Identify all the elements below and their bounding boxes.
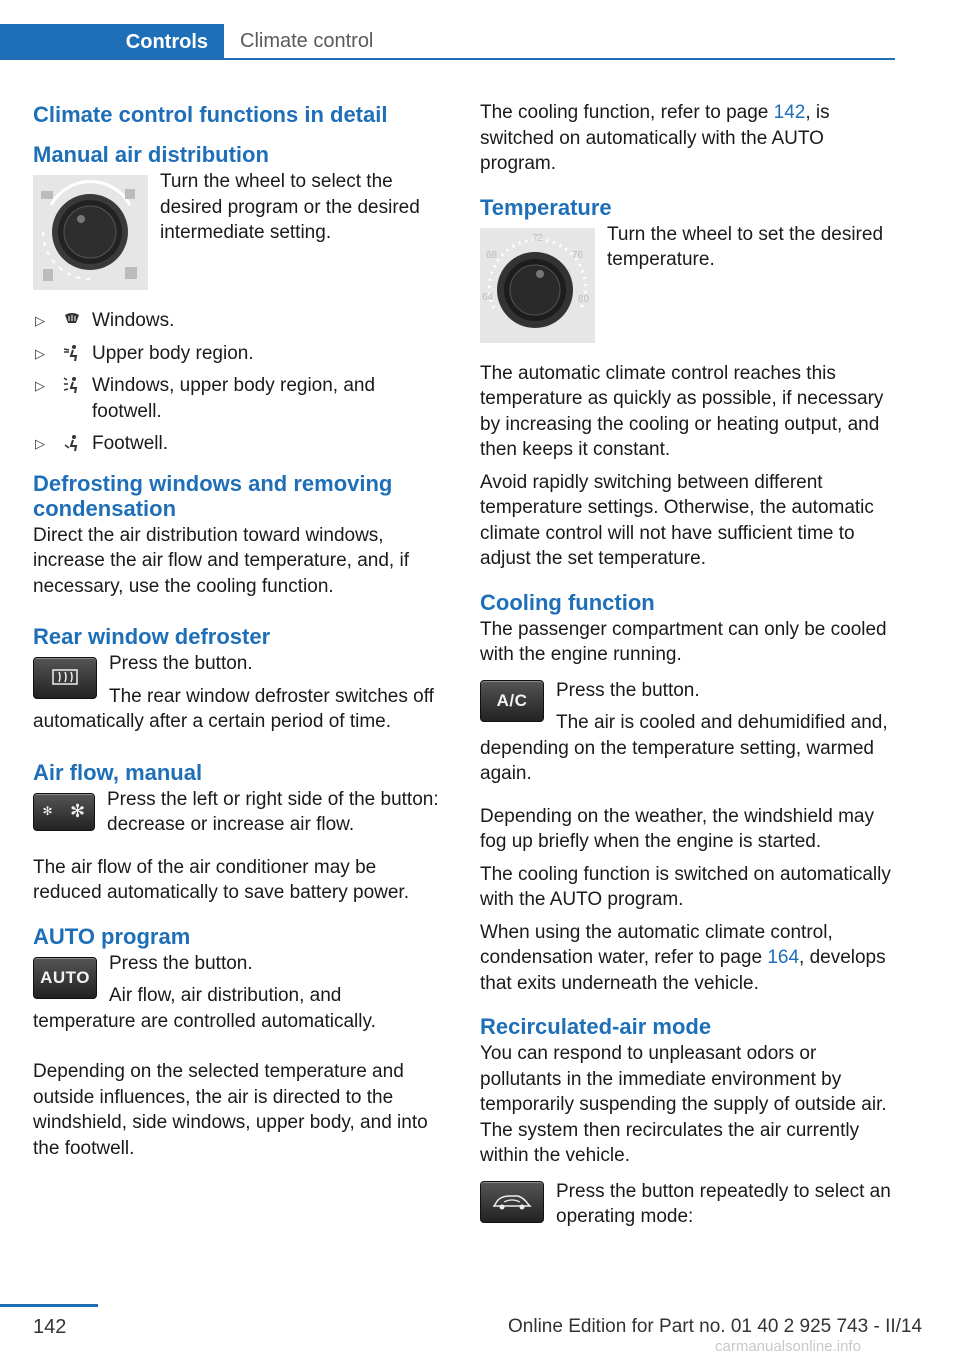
air-flow-section <box>33 760 446 845</box>
dial-label: 80 <box>578 293 590 305</box>
auto-section <box>33 924 446 1042</box>
defrost-section <box>33 471 446 607</box>
dial-label: 64 <box>482 291 494 303</box>
recirc-button-section <box>480 1179 896 1237</box>
fan-large-icon: ✻ <box>69 800 86 821</box>
section-tab[interactable]: Controls <box>0 24 224 60</box>
cooling-p3 <box>480 920 896 997</box>
footwell-icon <box>63 434 81 452</box>
rear-defroster-text1: Press the button. <box>109 653 253 674</box>
auto-note: Depending on the selected temperature and outside influences, the air is directed to the windshield, side windows, upper body, and into the footwell. <box>33 1061 428 1159</box>
list-item-text: Windows, upper body region, and footwell. <box>92 375 376 422</box>
temperature-text: Turn the wheel to set the desired temperature. <box>607 223 884 270</box>
temperature-dial-image <box>480 228 595 343</box>
air-flow-note: The air flow of the air conditioner may be reduced automatically to save battery power. <box>33 856 409 903</box>
fan-small-icon: ✻ <box>42 803 54 818</box>
recirc-heading: Recirculated-air mode <box>480 1014 712 1039</box>
cooling-intro <box>480 100 896 177</box>
cooling-intro-text-end: , is switched on automatically with the AUTO program. <box>480 102 830 174</box>
cooling-text1: Press the button. <box>556 679 700 701</box>
cooling-heading: Cooling function <box>480 589 655 615</box>
triangle-bullet-icon: ▷ <box>35 313 45 328</box>
recirculation-car-icon <box>490 1190 534 1214</box>
rear-defroster-icon <box>47 666 83 690</box>
watermark: carmanualsonline.info <box>715 1338 861 1355</box>
cooling-p2: The cooling function is switched on automatically with the AUTO program. <box>480 863 891 910</box>
list-item-text: Footwell. <box>92 433 169 454</box>
list-item <box>33 308 446 334</box>
list-item <box>33 373 446 424</box>
left-column <box>33 100 446 1168</box>
cooling-p3-text-end: , develops that exits underneath the vehicle. <box>480 947 886 994</box>
cooling-text2: The air is cooled and dehumidified and, depending on the temperature setting, warmed again. <box>480 712 888 784</box>
temperature-heading: Temperature <box>480 194 612 220</box>
triangle-bullet-icon: ▷ <box>35 345 45 361</box>
windows-body-foot-icon <box>63 376 81 394</box>
rear-defroster-button[interactable] <box>33 657 97 699</box>
manual-air-section <box>33 142 446 290</box>
recirc-button[interactable] <box>480 1181 544 1223</box>
cooling-button-section <box>480 678 896 794</box>
page-title: Climate control functions in detail <box>33 102 388 127</box>
air-distribution-list <box>33 308 446 457</box>
subsection-tab[interactable]: Climate control <box>224 24 895 60</box>
cooling-p3-text: When using the automatic climate control, condensation water, refer to page <box>480 921 833 968</box>
dial-label: 68 <box>486 249 498 261</box>
air-flow-button[interactable] <box>33 793 95 831</box>
manual-air-text: Turn the wheel to select the desired program or the desired intermediate setting. <box>160 171 420 243</box>
triangle-bullet-icon: ▷ <box>35 378 45 393</box>
edition-text: Online Edition for Part no. 01 40 2 925 743 - II/14 <box>508 1316 923 1337</box>
rear-defroster-heading: Rear window defroster <box>33 624 271 649</box>
auto-heading: AUTO program <box>33 923 191 949</box>
cooling-p1: Depending on the weather, the windshield may fog up briefly when the engine is started. <box>480 805 874 852</box>
list-item <box>33 431 446 457</box>
recirc-text: You can respond to unpleasant odors or pollutants in the immediate environment by temporarily suspending the supply of outside air. The system then recirculates the air currently within the vehicle. <box>480 1043 887 1166</box>
manual-air-heading: Manual air distribution <box>33 142 269 167</box>
auto-text1: Press the button. <box>109 952 253 974</box>
page-number: 142 <box>33 1316 67 1338</box>
auto-button[interactable]: AUTO <box>33 957 97 999</box>
right-column <box>480 100 896 1255</box>
temperature-p1: The automatic climate control reaches this temperature as quickly as possible, if necessary by increasing the cooling or heating output, and then keeps it constant. <box>480 362 884 460</box>
cooling-text: The passenger compartment can only be cooled with the engine running. <box>480 618 887 665</box>
page-link-164[interactable]: 164 <box>767 947 800 968</box>
temperature-section <box>480 195 896 343</box>
recirc-text1: Press the button repeatedly to select an operating mode: <box>556 1180 891 1227</box>
defrost-text: Direct the air distribution toward windows, increase the air flow and temperature, and, if necessary, use the cooling function. <box>33 524 409 597</box>
upper-body-icon <box>63 344 81 362</box>
auto-text2: Air flow, air distribution, and temperature are controlled automatically. <box>33 985 376 1032</box>
air-flow-text: Press the left or right side of the button: decrease or increase air flow. <box>107 788 439 835</box>
list-item-text: Windows. <box>92 310 175 331</box>
cooling-intro-text: The cooling function, refer to page <box>480 102 774 123</box>
footer-rule <box>0 1304 98 1307</box>
defrost-heading: Defrosting windows and removing condensation <box>33 470 393 521</box>
dial-label: 76 <box>572 249 584 261</box>
ac-button[interactable]: A/C <box>480 680 544 722</box>
rear-defroster-text2: The rear window defroster switches off automatically after a certain period of time. <box>33 685 434 732</box>
list-item-text: Upper body region. <box>92 342 254 364</box>
page-link-142[interactable]: 142 <box>773 102 806 123</box>
air-flow-heading: Air flow, manual <box>33 759 203 785</box>
triangle-bullet-icon: ▷ <box>35 436 45 451</box>
temperature-p2: Avoid rapidly switching between different temperature settings. Otherwise, the automatic climate control will not have sufficient time to adjust the set temperature. <box>480 471 874 569</box>
windows-icon <box>63 311 81 329</box>
page-header <box>0 24 895 60</box>
air-distribution-dial-image <box>33 175 148 290</box>
dial-label: 72 <box>532 232 544 244</box>
list-item <box>33 341 446 367</box>
rear-defroster-section <box>33 624 446 742</box>
